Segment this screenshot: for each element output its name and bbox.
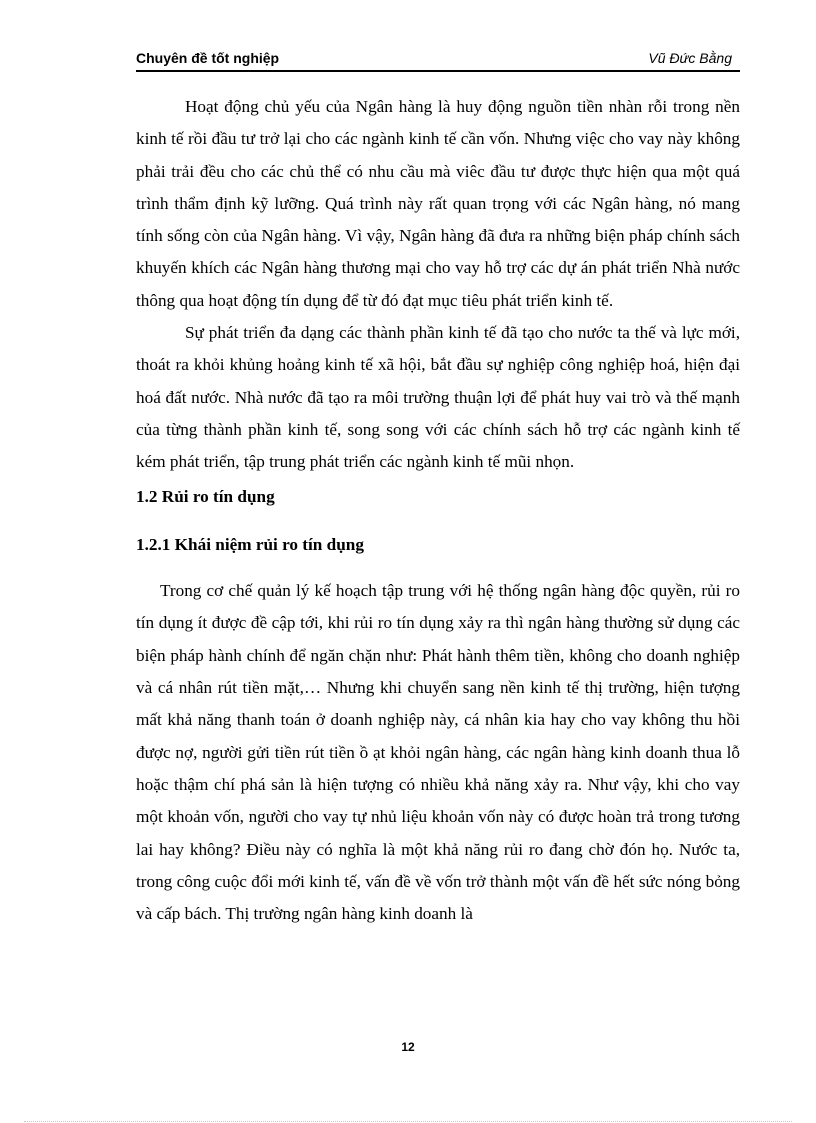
section-heading-credit-risk: 1.2 Rủi ro tín dụng [136, 486, 275, 506]
author-name: Vũ Đức Bằng [648, 50, 732, 66]
paragraph-banking-activity: Hoạt động chủ yếu của Ngân hàng là huy động nguồn tiền nhàn rỗi trong nền kinh tế rồi đầu tư trở lại cho các ngành kinh tế cần vốn. Nhưng việc cho vay này không phải trải đều cho các chủ thể có nhu cầu mà viêc đầu tư được thực hiện qua một quá trình thẩm định kỹ lưỡng. Quá trình này rất quan trọng với các Ngân hàng, nó mang tính sống còn của Ngân hàng. Vì vậy, Ngân hàng đã đưa ra những biện pháp chính sách khuyến khích các Ngân hàng thương mại cho vay hỗ trợ các dự án phát triển Nhà nước thông qua hoạt động tín dụng để từ đó đạt mục tiêu phát triển kinh tế. [136, 97, 740, 310]
paragraph-economic-sectors: Sự phát triển đa dạng các thành phần kinh tế đã tạo cho nước ta thế và lực mới, thoát ra khỏi khủng hoảng kinh tế xã hội, bắt đầu sự nghiệp công nghiệp hoá, hiện đại hoá đất nước. Nhà nước đã tạo ra môi trường thuận lợi để phát huy vai trò và thế mạnh của từng thành phần kinh tế, song song với các chính sách hỗ trợ các ngành kinh tế kém phát triển, tập trung phát triển các ngành kinh tế mũi nhọn. [136, 323, 740, 472]
page-body [136, 91, 740, 930]
paragraph-credit-risk-concept: Trong cơ chế quản lý kế hoạch tập trung với hệ thống ngân hàng độc quyền, rủi ro tín dụng ít được đề cập tới, khi rủi ro tín dụng xảy ra thì ngân hàng thường sử dụng các biện pháp hành chính để ngăn chặn như: Phát hành thêm tiền, không cho doanh nghiệp và cá nhân rút tiền mặt,… Nhưng khi chuyển sang nền kinh tế thị trường, hiện tượng mất khả năng thanh toán ở doanh nghiệp này, cá nhân kia hay cho vay không thu hồi được nợ, người gửi tiền rút tiền ồ ạt khỏi ngân hàng, các ngân hàng kinh doanh thua lỗ hoặc thậm chí phá sản là hiện tượng có nhiều khả năng xảy ra. Như vậy, khi cho vay một khoản vốn, người cho vay tự nhủ liệu khoản vốn này có được hoàn trả trong tương lai hay không? Điều này có nghĩa là một khả năng rủi ro đang chờ đón họ. Nước ta, trong công cuộc đổi mới kinh tế, vấn đề về vốn trở thành một vấn đề hết sức nóng bỏng và cấp bách. Thị trường ngân hàng kinh doanh là [136, 581, 740, 924]
page-header [136, 48, 740, 72]
page-number: 12 [401, 1040, 415, 1054]
subsection-heading-credit-risk-concept: 1.2.1 Khái niệm rủi ro tín dụng [136, 534, 364, 554]
page-bottom-divider [24, 1121, 792, 1122]
document-title: Chuyên đề tốt nghiệp [136, 50, 280, 66]
